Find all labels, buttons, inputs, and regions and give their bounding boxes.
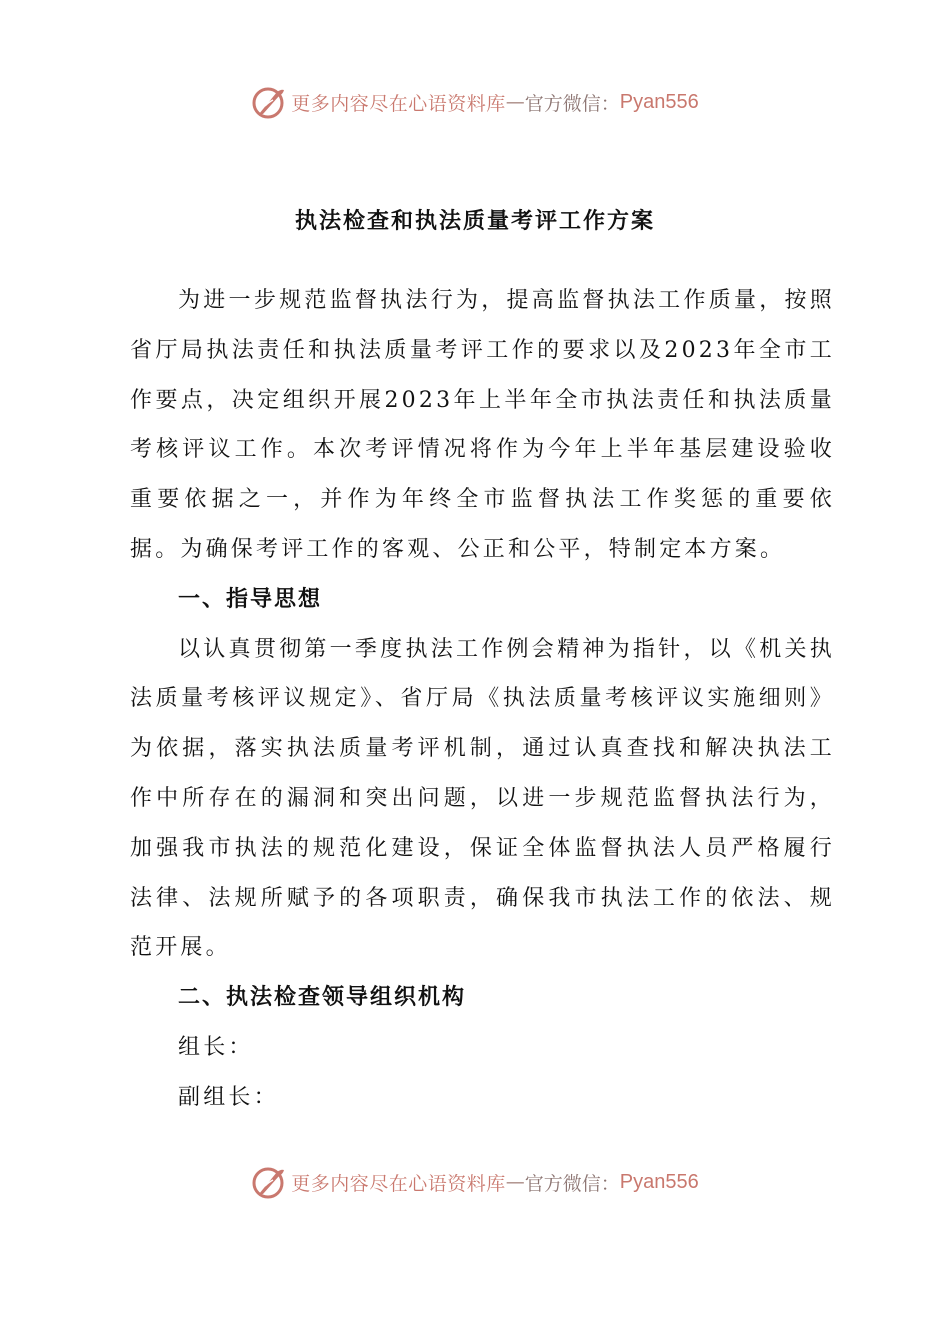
section-heading-leadership: 二、执法检查领导组织机构 bbox=[178, 985, 467, 1011]
banner-wechat-id: Pyan556 bbox=[619, 1170, 699, 1193]
quill-logo-icon bbox=[251, 1164, 287, 1200]
document-body bbox=[130, 276, 835, 1123]
guiding-ideology-paragraph: 以认真贯彻第一季度执法工作例会精神为指针，以《机关执法质量考核评议规定》、省厅局《执法质量考核评议实施细则》为依据，落实执法质量考评机制，通过认真查找和解决执法工作中所存在的漏洞和突出问题，以进一步规范监督执法行为，加强我市执法的规范化建设，保证全体监督执法人员严格履行法律、法规所赋予的各项职责，确保我市执法工作的依法、规范开展。 bbox=[130, 636, 835, 961]
banner-separator: — bbox=[505, 91, 525, 113]
group-leader-label: 组长： bbox=[178, 1034, 254, 1060]
banner-wechat-id: Pyan556 bbox=[619, 90, 699, 113]
document-title: 执法检查和执法质量考评工作方案 bbox=[294, 209, 655, 234]
banner-separator: — bbox=[505, 1171, 525, 1193]
deputy-leader-label: 副组长： bbox=[178, 1084, 279, 1110]
banner-wechat-label: 官方微信： bbox=[524, 1172, 620, 1195]
section-heading-guiding-ideology: 一、指导思想 bbox=[178, 586, 323, 612]
quill-logo-icon bbox=[251, 84, 287, 120]
banner-wechat-label: 官方微信： bbox=[524, 92, 620, 115]
banner-slogan: 更多内容尽在心语资料库 bbox=[291, 1172, 506, 1195]
banner-slogan: 更多内容尽在心语资料库 bbox=[291, 92, 506, 115]
intro-paragraph: 为进一步规范监督执法行为，提高监督执法工作质量，按照省厅局执法责任和执法质量考评工作的要求以及2023年全市工作要点，决定组织开展2023年上半年全市执法责任和执法质量考核评议工作。本次考评情况将作为今年上半年基层建设验收重要依据之一，并作为年终全市监督执法工作奖惩的重要依据。为确保考评工作的客观、公正和公平，特制定本方案。 bbox=[130, 288, 835, 562]
header-watermark-banner bbox=[0, 82, 950, 122]
footer-watermark-banner bbox=[0, 1162, 950, 1202]
